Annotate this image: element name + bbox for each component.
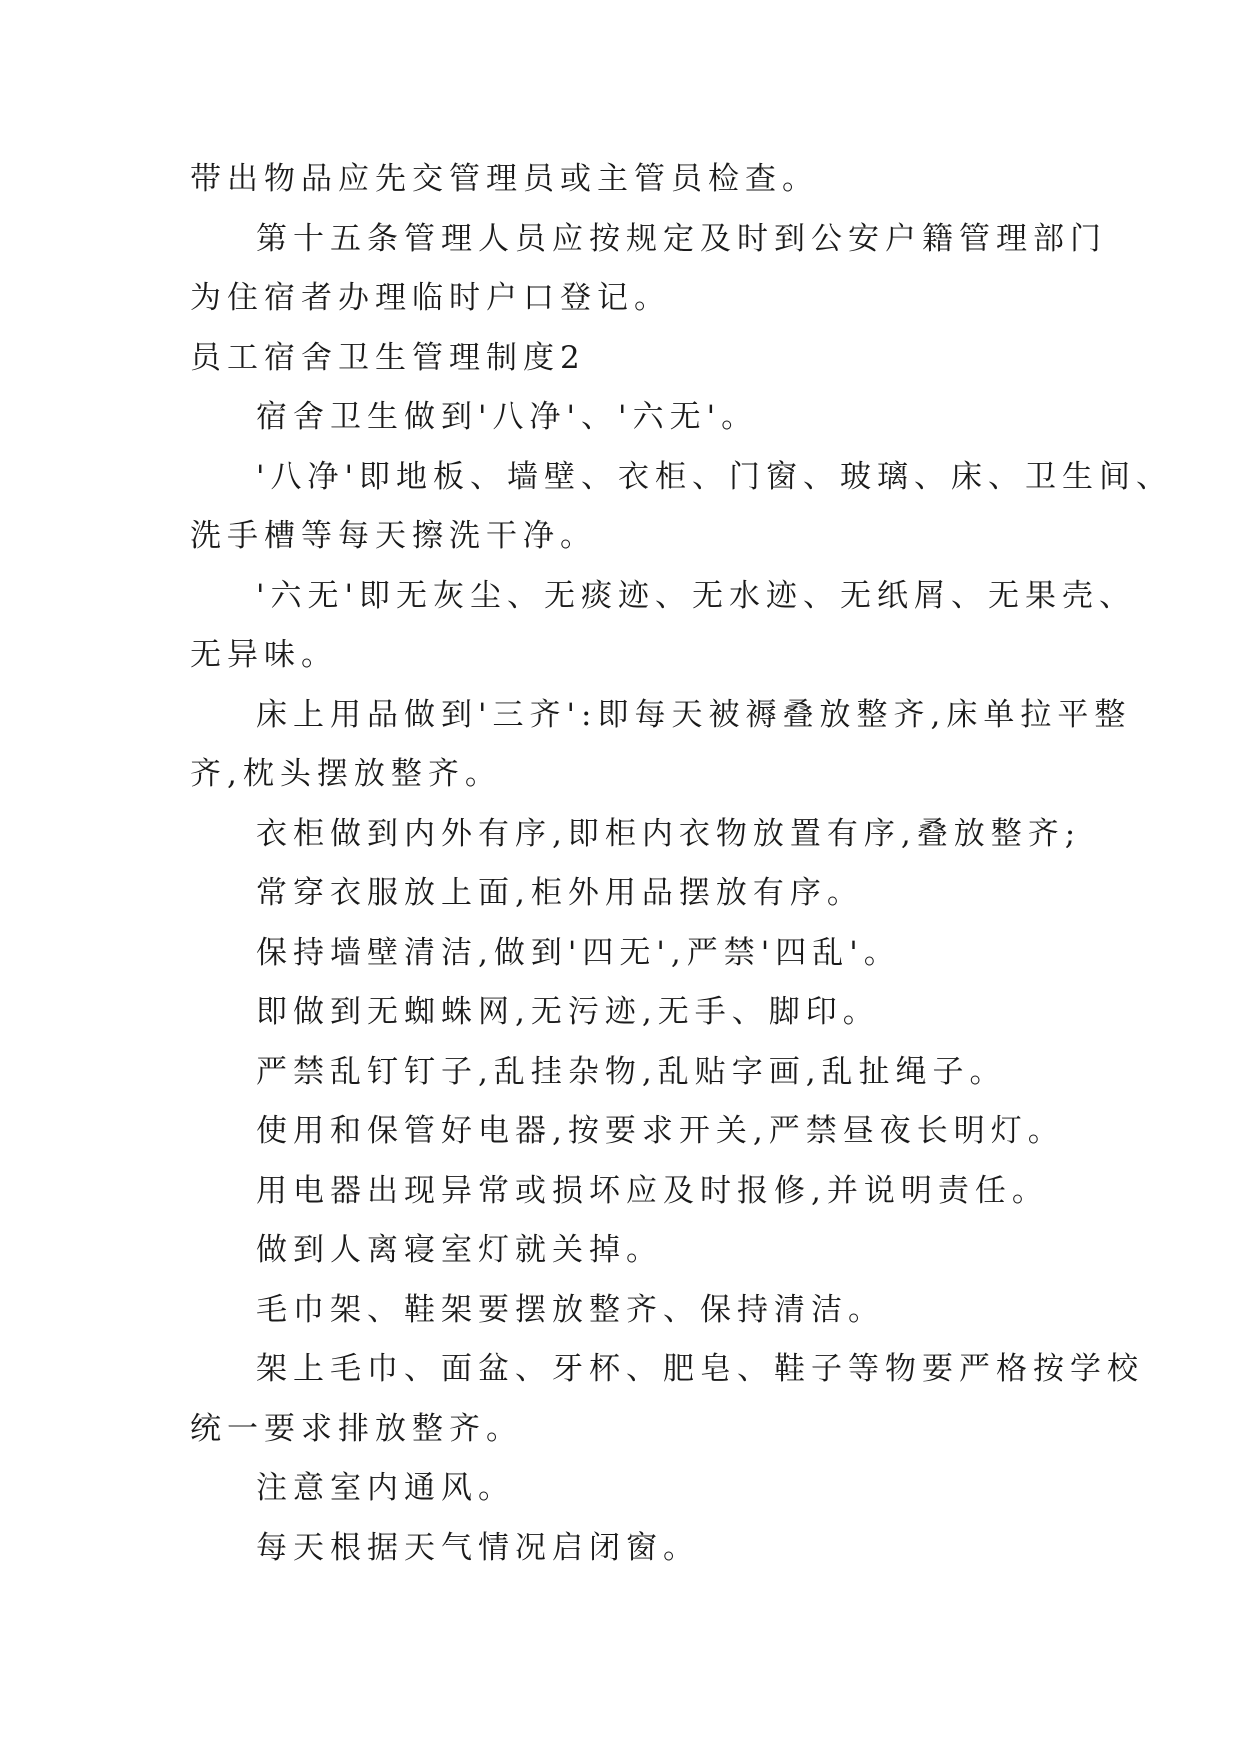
text-line: 架上毛巾、面盆、牙杯、肥皂、鞋子等物要严格按学校	[256, 1351, 1144, 1387]
text-line: 洗手槽等每天擦洗干净。	[190, 518, 597, 554]
text-line: 第十五条管理人员应按规定及时到公安户籍管理部门	[256, 220, 1107, 257]
text-line: 使用和保管好电器,按要求开关,严禁昼夜长明灯。	[256, 1113, 1065, 1149]
document-body	[190, 150, 1174, 1578]
text-line: 做到人离寝室灯就关掉。	[256, 1232, 663, 1268]
text-line: 严禁乱钉钉子,乱挂杂物,乱贴字画,乱扯绳子。	[256, 1053, 1007, 1090]
text-line: 保持墙壁清洁,做到'四无',严禁'四乱'。	[256, 934, 901, 971]
text-line: 注意室内通风。	[256, 1470, 515, 1506]
text-line: 床上用品做到'三齐':即每天被褥叠放整齐,床单拉平整	[256, 696, 1132, 733]
section-heading: 员工宿舍卫生管理制度2	[190, 339, 586, 376]
text-line: '八净'即地板、墙壁、衣柜、门窗、玻璃、床、卫生间、	[256, 458, 1174, 495]
text-line: 常穿衣服放上面,柜外用品摆放有序。	[256, 875, 864, 911]
text-line: 齐,枕头摆放整齐。	[190, 756, 502, 792]
text-line: 统一要求排放整齐。	[190, 1410, 523, 1447]
text-line: 宿舍卫生做到'八净'、'六无'。	[256, 399, 759, 435]
text-line: 无异味。	[190, 637, 338, 673]
text-line: 毛巾架、鞋架要摆放整齐、保持清洁。	[256, 1291, 885, 1328]
text-line: 带出物品应先交管理员或主管员检查。	[190, 161, 819, 197]
text-line: '六无'即无灰尘、无痰迹、无水迹、无纸屑、无果壳、	[256, 577, 1137, 614]
text-line: 即做到无蜘蛛网,无污迹,无手、脚印。	[256, 994, 880, 1030]
text-line: 用电器出现异常或损坏应及时报修,并说明责任。	[256, 1172, 1049, 1209]
text-line: 衣柜做到内外有序,即柜内衣物放置有序,叠放整齐;	[256, 815, 1082, 852]
text-line: 为住宿者办理临时户口登记。	[190, 280, 671, 316]
text-line: 每天根据天气情况启闭窗。	[256, 1529, 700, 1566]
